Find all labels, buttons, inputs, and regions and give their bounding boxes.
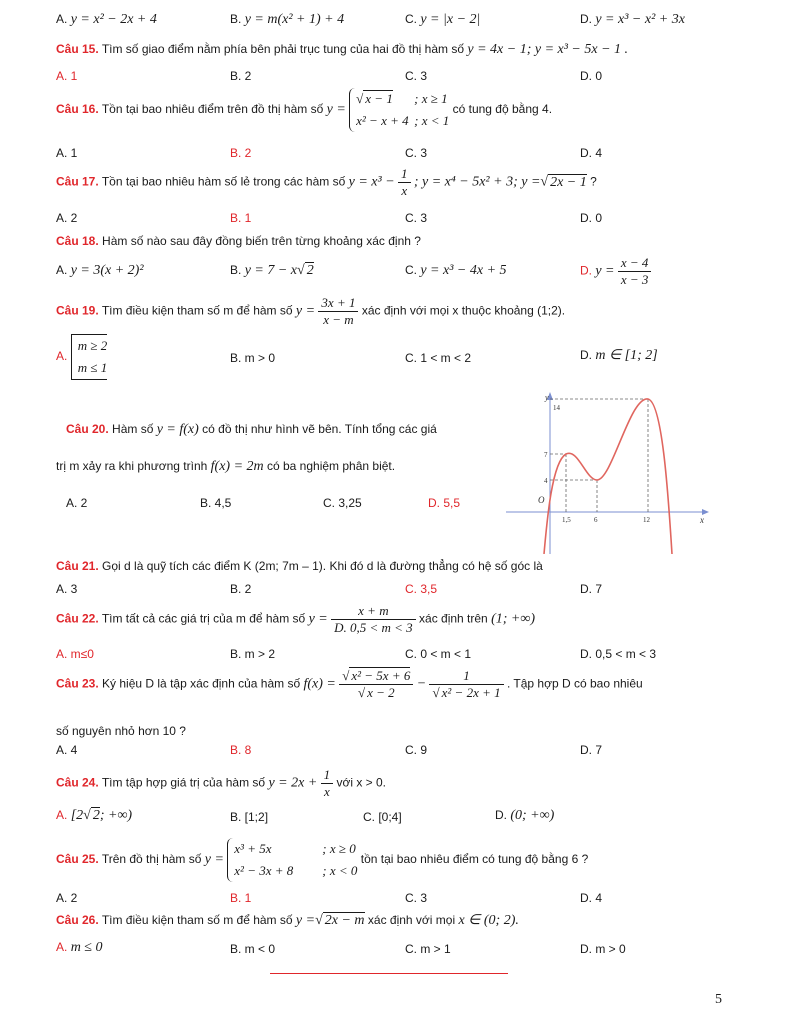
q20-option-a: A. 2 — [66, 496, 88, 510]
q26-option-b: B. m < 0 — [230, 942, 276, 956]
q20-option-b: B. 4,5 — [200, 496, 232, 510]
q18-option-a: A. y = 3(x + 2)² — [56, 263, 144, 278]
q16-option-d: D. 4 — [580, 146, 603, 160]
q17-option-d: D. 0 — [580, 211, 603, 225]
q21-option-d: D. 7 — [580, 582, 603, 596]
q21-option-c: C. 3,5 — [405, 582, 438, 596]
q24-option-d: D. (0; +∞) — [495, 808, 555, 823]
x-axis-label: x — [700, 515, 704, 525]
q22-option-c: C. 0 < m < 1 — [405, 647, 472, 661]
q25-option-c: C. 3 — [405, 891, 428, 905]
q21-stem: Câu 21. Gọi d là quỹ tích các điểm K (2m; 7m – 1). Khi đó d là đường thẳng có hệ số góc là — [56, 559, 543, 573]
q15-stem: Câu 15. Tìm số giao điểm nằm phía bên phải trục tung của hai đồ thị hàm số y = 4x − 1; y = x³ − 5x − 1 . — [56, 42, 629, 57]
q23-stem-2: số nguyên nhỏ hơn 10 ? — [56, 724, 186, 738]
q16-option-a: A. 1 — [56, 146, 78, 160]
q20-stem: Câu 20. Hàm số y = f(x) có đồ thị như hình vẽ bên. Tính tổng các giá — [66, 422, 437, 437]
q18-stem: Câu 18. Hàm số nào sau đây đồng biến trên từng khoảng xác định ? — [56, 234, 421, 248]
q18-option-d: D. y = $\frac{x - 4}{x - 3}$ — [580, 255, 651, 288]
q26-option-c: C. m > 1 — [405, 942, 451, 956]
q26-option-d: D. m > 0 — [580, 942, 626, 956]
q18-option-b: B. y = 7 − x√ 2 — [230, 263, 314, 278]
q25-option-a: A. 2 — [56, 891, 78, 905]
q19-option-b: B. m > 0 — [230, 351, 276, 365]
q23-option-d: D. 7 — [580, 743, 603, 757]
q15-option-a: A. 1 — [56, 69, 78, 83]
q20-stem-2: trị m xảy ra khi phương trình f(x) = 2m có ba nghiệm phân biệt. — [56, 459, 396, 474]
q21-option-a: A. 3 — [56, 582, 78, 596]
x-tick-6: 6 — [594, 516, 598, 524]
q15-option-c: C. 3 — [405, 69, 428, 83]
q23-option-b: B. 8 — [230, 743, 252, 757]
q17-stem: Câu 17. Tồn tại bao nhiêu hàm số lẻ trong các hàm số y = x³ − $\frac{1}{x}$ ; y = x⁴ − 5x² + 3; y =√ 2x − 1 ? — [56, 166, 597, 198]
q22-option-b: B. m > 2 — [230, 647, 276, 661]
q14-option-d: D. y = x³ − x² + 3x — [580, 12, 685, 27]
q14-option-c: C. y = |x − 2| — [405, 12, 481, 27]
q25-option-b: B. 1 — [230, 891, 252, 905]
q14-option-a: A. y = x² − 2x + 4 — [56, 12, 157, 27]
q19-option-a: A. m ≥ 2 m ≤ 1 — [56, 334, 107, 380]
q22-option-d: D. 0,5 < m < 3 — [580, 647, 657, 661]
q17-option-c: C. 3 — [405, 211, 428, 225]
q23-stem: Câu 23. Ký hiệu D là tập xác định của hàm số f(x) = $\frac{\text{√ x² − 5x + 6}}{√ x - 2}$ − $\frac{1}{\text{√ x² − 2x + 1}}$ . Tập hợp D có bao nhiêu — [56, 668, 643, 700]
y-axis-label: y — [545, 393, 549, 402]
q24-stem: Câu 24. Tìm tập hợp giá trị của hàm số y = 2x + $\frac{1}{x}$ với x > 0. — [56, 767, 387, 799]
q21-option-b: B. 2 — [230, 582, 252, 596]
q26-stem: Câu 26. Tìm điều kiện tham số m để hàm số y =√ 2x − m xác định với mọi x ∈ (0; 2). — [56, 913, 519, 928]
page-number: 5 — [715, 992, 722, 1007]
q16-stem: Câu 16. Tồn tại bao nhiêu điểm trên đồ thị hàm số y = √ x − 1 ; x ≥ 1 x² − x + 4 ; x < 1 có tung độ bằng 4. — [56, 88, 552, 132]
y-tick-4: 4 — [544, 477, 548, 485]
q26-option-a: A. m ≤ 0 — [56, 940, 103, 955]
q16-option-c: C. 3 — [405, 146, 428, 160]
q17-option-a: A. 2 — [56, 211, 78, 225]
curve — [544, 399, 672, 554]
q25-piecewise: x³ + 5x ; x ≥ 0 x² − 3x + 8 ; x < 0 — [227, 838, 357, 882]
q15-option-d: D. 0 — [580, 69, 603, 83]
x-tick-12: 12 — [643, 516, 650, 524]
q24-option-c: C. [0;4] — [363, 810, 402, 824]
origin-label: O — [538, 495, 545, 505]
q23-option-a: A. 4 — [56, 743, 78, 757]
footer-rule — [270, 973, 508, 974]
q14-option-b: B. y = m(x² + 1) + 4 — [230, 12, 345, 27]
q20-option-d: D. 5,5 — [428, 496, 461, 510]
q25-option-d: D. 4 — [580, 891, 603, 905]
q19-option-c: C. 1 < m < 2 — [405, 351, 472, 365]
x-tick-1-5: 1,5 — [562, 516, 571, 524]
q22-stem: Câu 22. Tìm tất cả các giá trị của m để hàm số y = $\frac{x + m}{D. 0,5 < m < 3}$ xác định trên (1; +∞) — [56, 603, 535, 635]
function-graph — [506, 390, 710, 554]
q25-stem: Câu 25. Trên đồ thị hàm số y = x³ + 5x ; x ≥ 0 x² − 3x + 8 ; x < 0 tồn tại bao nhiêu điểm có tung độ bằng 6 ? — [56, 838, 588, 882]
q24-option-b: B. [1;2] — [230, 810, 269, 824]
q19-option-d: D. m ∈ [1; 2] — [580, 348, 658, 363]
q24-option-a: A. [2√ 2; +∞) — [56, 808, 133, 823]
q23-option-c: C. 9 — [405, 743, 428, 757]
q15-option-b: B. 2 — [230, 69, 252, 83]
q16-piecewise: √ x − 1 ; x ≥ 1 x² − x + 4 ; x < 1 — [349, 88, 449, 132]
q22-option-a: A. m≤0 — [56, 647, 94, 661]
q20-option-c: C. 3,25 — [323, 496, 362, 510]
q17-option-b: B. 1 — [230, 211, 252, 225]
y-tick-7: 7 — [544, 451, 548, 459]
y-tick-14: 14 — [553, 404, 560, 412]
q19-stem: Câu 19. Tìm điều kiện tham số m để hàm số y = $\frac{3x + 1}{x - m}$ xác định với mọi x thuộc khoảng (1;2). — [56, 295, 566, 327]
q18-option-c: C. y = x³ − 4x + 5 — [405, 263, 507, 278]
q16-option-b: B. 2 — [230, 146, 252, 160]
